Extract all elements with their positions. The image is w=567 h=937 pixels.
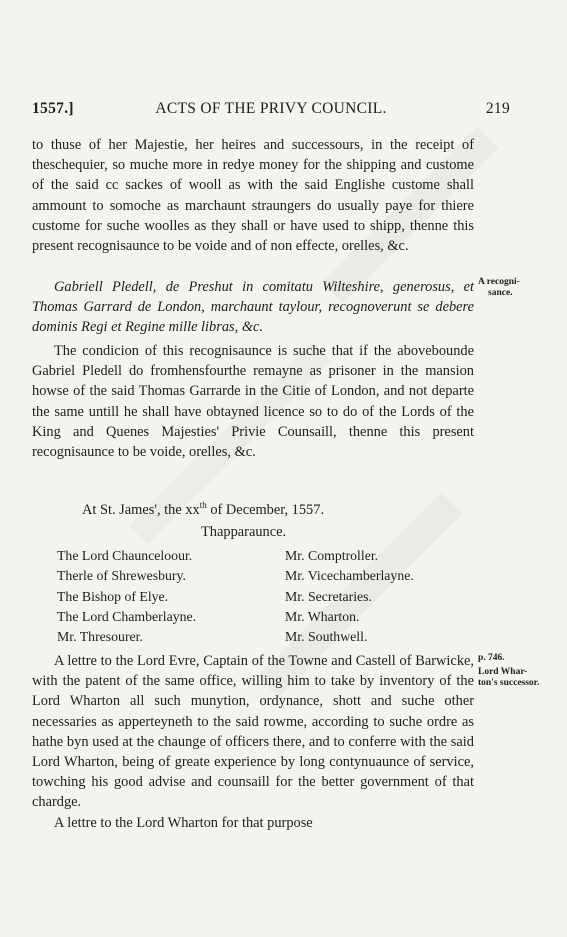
sidenote-line: A recogni- [478,277,520,287]
paragraph-text: The condicion of this recognisaunce is suche that if the abovebounde Gabriel Pledell do fromhensfourthe remayne as prisoner in the mansion howse of the said Thomas Garrarde in the Citie of London, and not departe the same untill he shall have obtayned licence so to do of the Lords of the King and Quenes Majesties' Privie Counsaill, thenne this present recognisaunce to be voide, orelles, &c. [32,343,474,461]
meeting-text: of December, 1557. [206,501,325,518]
sidenote-page-ref [478,653,562,664]
paragraph-text: A lettre to the Lord Evre, Captain of the Towne and Castell of Barwicke, with the patent of the same office, willing him to take by inventory of the Lord Wharton all such munytion, ordynance, shott and suche other necessaries as apperteyneth to the said rowme, according to suche ordre as hathe byn used at the chaunge of officers there, and to conferre with the said Lord Wharton, being of greate experience by long contynuaunce of service, towching his good advise and counsaill for the better government of that chardge. [32,653,474,811]
running-head [32,100,510,122]
sidenote-line: sance. [488,288,513,298]
attendee-name: The Lord Chamberlayne. [57,608,197,624]
paragraph-text: A lettre to the Lord Wharton for that purpose [54,815,313,831]
paragraph-recognisance-latin [32,277,474,338]
sidenote-recognisance [478,277,562,299]
sidenote-line: ton's successor. [478,678,540,688]
attendee-name: Therle of Shrewesbury. [57,568,186,584]
paragraph-lettre-wharton [32,813,474,833]
attendee-name: Mr. Thresourer. [57,629,143,645]
paragraph-recognisance-condition [32,135,474,256]
attendee-name: Mr. Southwell. [285,629,368,645]
page-number: 219 [485,100,510,117]
attendee-name: The Lord Chaunceloour. [57,548,193,563]
attendees-left-column [57,546,196,647]
attendance-heading: Thapparaunce. [201,524,287,540]
attendee-name: The Bishop of Elye. [57,588,169,604]
paragraph-condition [32,341,474,462]
meeting-heading [82,500,324,519]
header-title: ACTS OF THE PRIVY COUNCIL. [155,100,387,117]
sidenote-line: p. 746. [478,653,505,663]
attendee-name: Mr. Secretaries. [285,588,372,604]
attendee-name: Mr. Comptroller. [285,548,379,563]
sidenote-line: Lord Whar- [478,667,528,677]
sidenote-wharton [478,667,562,689]
paragraph-lettre-evre [32,651,474,813]
attendee-name: Mr. Wharton. [285,608,360,624]
paragraph-text: to thuse of her Majestie, her heires and successours, in the receipt of theschequier, so muche more in redye money for the shipping and custome of the said cc sackes of wooll as with the said Englishe custome shall ammount to somoche as marchaunt straungers do usually paye for thiere custome for suche woolles as they shall or have used to shipp, thenne this present recognisaunce to be voide and of non effecte, orelles, &c. [32,137,474,255]
meeting-ordinal: th [199,500,207,510]
attendees-right-column [285,546,414,647]
paragraph-text: Gabriell Pledell, de Preshut in comitatu Wilteshire, generosus, et Thomas Garrard de London, marchaunt taylour, recognoverunt se debere dominis Regi et Regine mille libras, &c. [32,279,474,336]
header-year: 1557.] [32,100,74,117]
meeting-text: At St. James', the xx [82,501,200,518]
attendee-name: Mr. Vicechamberlayne. [285,568,414,584]
